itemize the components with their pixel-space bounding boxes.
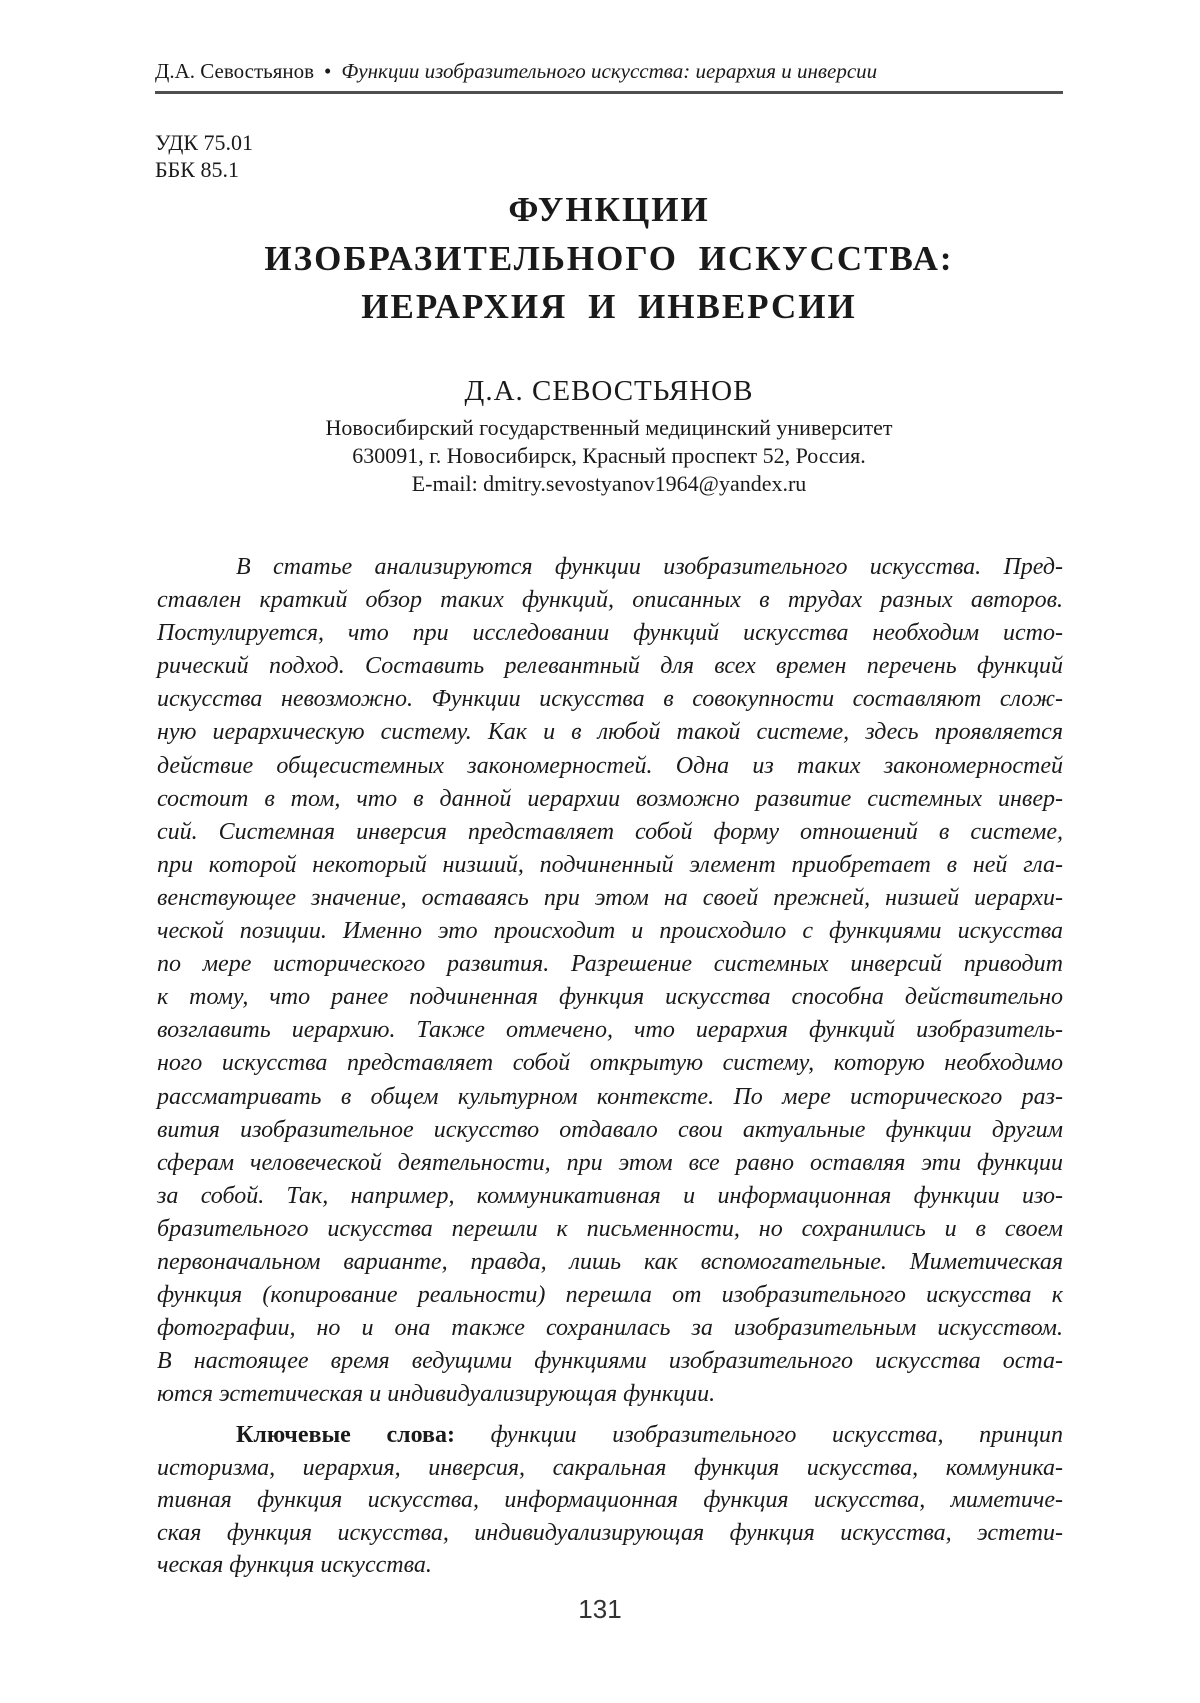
abstract-line: бразительного искусства перешли к письменности, но сохранились и в своем	[157, 1215, 1063, 1242]
abstract-line: рассматривать в общем культурном контексте. По мере исторического раз-	[157, 1083, 1063, 1110]
abstract-line: искусства невозможно. Функции искусства в совокупности составляют слож-	[157, 686, 1063, 713]
abstract-line: к тому, что ранее подчиненная функция искусства способна действительно	[157, 984, 1063, 1011]
abstract-line: сферам человеческой деятельности, при этом все равно оставляя эти функции	[157, 1149, 1063, 1176]
running-head	[155, 58, 1063, 84]
bullet-separator: •	[324, 59, 332, 83]
abstract-line: ставлен краткий обзор таких функций, описанных в трудах разных авторов.	[157, 587, 1063, 614]
header-rule	[155, 91, 1063, 94]
keywords-line: историзма, иерархия, инверсия, сакральная функция искусства, коммуника-	[157, 1454, 1063, 1481]
article-title-line-1: ФУНКЦИИ	[508, 190, 710, 229]
abstract-line: венствующее значение, оставаясь при этом на своей прежней, низшей иерархи-	[157, 884, 1063, 911]
abstract-line: возглавить иерархию. Также отмечено, что иерархия функций изобразитель-	[157, 1017, 1063, 1044]
abstract-line: сий. Системная инверсия представляет собой форму отношений в системе,	[157, 818, 1063, 845]
abstract-line: состоит в том, что в данной иерархии возможно развитие системных инвер-	[157, 785, 1063, 812]
abstract-line: В настоящее время ведущими функциями изобразительного искусства оста-	[157, 1348, 1063, 1375]
article-title-line-3: ИЕРАРХИЯ И ИНВЕРСИИ	[361, 287, 857, 326]
bbk-code: ББК 85.1	[155, 157, 239, 182]
author-email: E-mail: dmitry.sevostyanov1964@yandex.ru	[411, 471, 807, 496]
keywords-line: тивная функция искусства, информационная функция искусства, миметиче-	[157, 1487, 1063, 1513]
running-head-title: Функции изобразительного искусства: иерархия и инверсии	[341, 59, 878, 83]
article-title	[155, 186, 1063, 332]
author-name: Д.А. СЕВОСТЬЯНОВ	[464, 375, 754, 407]
keywords-block	[157, 1419, 1063, 1582]
abstract-line: ются эстетическая и индивидуализирующая функции.	[157, 1381, 716, 1408]
abstract-line: ного искусства представляет собой открытую систему, которую необходимо	[157, 1050, 1063, 1077]
abstract-line: рический подход. Составить релевантный для всех времен перечень функций	[157, 653, 1063, 680]
running-head-author: Д.А. Севостьянов	[155, 59, 315, 83]
keywords-label: Ключевые слова:	[236, 1422, 455, 1448]
keywords-line	[157, 1419, 1063, 1452]
abstract-line: функция (копирование реальности) перешла от изобразительного искусства к	[157, 1282, 1063, 1309]
article-title-line-2: ИЗОБРАЗИТЕЛЬНОГО ИСКУССТВА:	[264, 238, 954, 278]
abstract-line: по мере исторического развития. Разрешение системных инверсий приводит	[157, 951, 1063, 978]
abstract-line: фотографии, но и она также сохранилась за изобразительным искусством.	[157, 1315, 1063, 1342]
abstract-line: ческой позиции. Именно это происходит и происходило с функциями искусства	[157, 918, 1063, 945]
abstract	[157, 551, 1063, 1411]
page-number: 131	[578, 1594, 622, 1624]
abstract-line: при которой некоторый низший, подчиненный элемент приобретает в ней гла-	[157, 851, 1063, 878]
keywords-line-rest: функции изобразительного искусства, принцип	[454, 1422, 1063, 1448]
author-affiliation: Новосибирский государственный медицинский университет	[325, 415, 893, 440]
abstract-line: ную иерархическую систему. Как и в любой такой системе, здесь проявляется	[157, 719, 1063, 746]
abstract-line: действие общесистемных закономерностей. Одна из таких закономерностей	[157, 752, 1063, 779]
abstract-line: вития изобразительное искусство отдавало свои актуальные функции другим	[157, 1116, 1063, 1143]
author-address: 630091, г. Новосибирск, Красный проспект 52, Россия.	[352, 443, 866, 468]
abstract-line: В статье анализируются функции изобразительного искусства. Пред-	[236, 554, 1063, 580]
keywords-line: ская функция искусства, индивидуализирующая функция искусства, эстети-	[157, 1519, 1063, 1546]
keywords-line: ческая функция искусства.	[157, 1552, 432, 1578]
abstract-line: первоначальном варианте, правда, лишь как вспомогательные. Миметическая	[157, 1248, 1063, 1275]
abstract-line: Постулируется, что при исследовании функций искусства необходим исто-	[157, 620, 1063, 647]
abstract-line: за собой. Так, например, коммуникативная и информационная функции изо-	[157, 1182, 1063, 1209]
udk-code: УДК 75.01	[155, 130, 254, 155]
